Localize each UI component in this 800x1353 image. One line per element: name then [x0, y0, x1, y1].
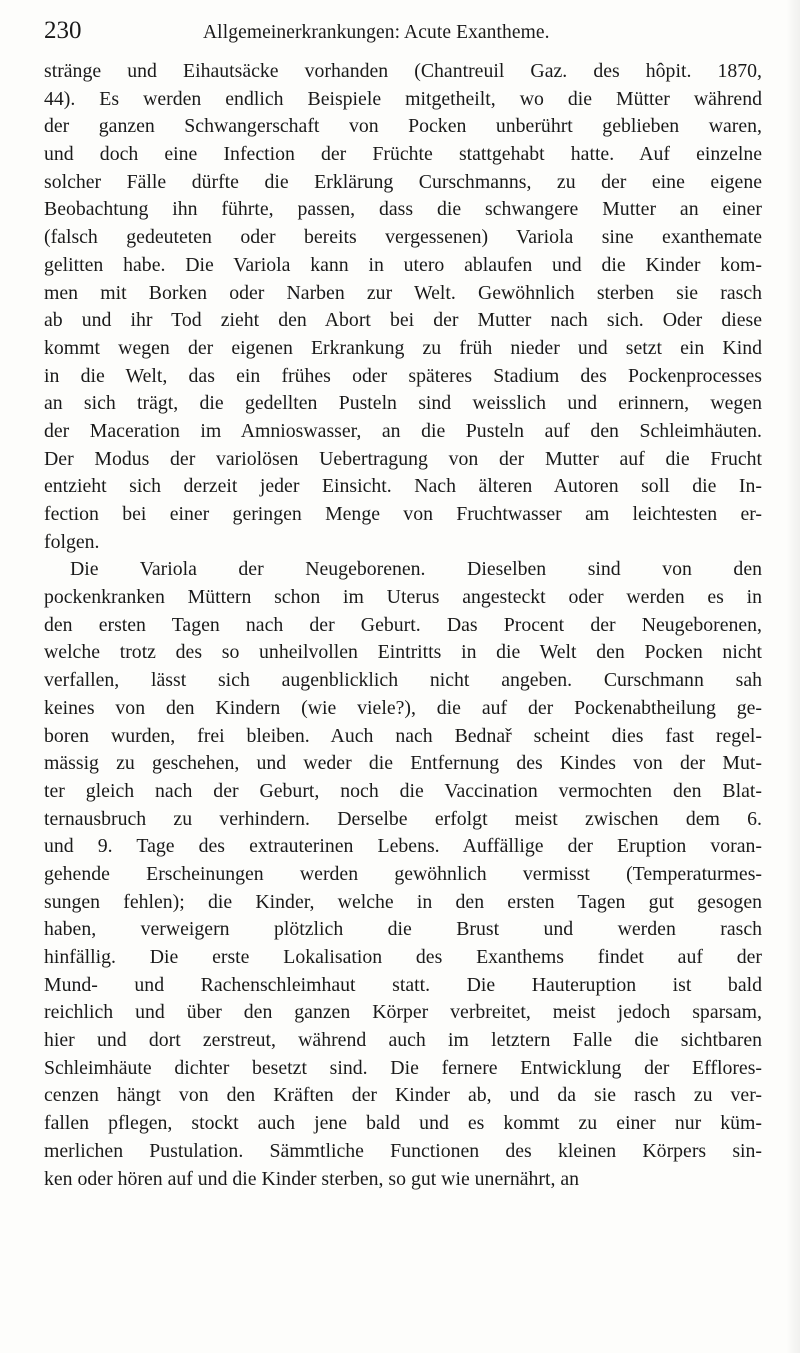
text-line: Die Variola der Neugeborenen. Dieselben sind von den: [70, 558, 762, 581]
text-line: 44). Es werden endlich Beispiele mitgetheilt, wo die Mütter während: [44, 87, 762, 110]
page-header: [44, 17, 764, 53]
text-line: den ersten Tagen nach der Geburt. Das Procent der Neugeborenen,: [44, 613, 762, 636]
text-line: mässig zu geschehen, und weder die Entfernung des Kindes von der Mut-: [44, 752, 762, 775]
body-text: [44, 58, 762, 1193]
text-line: kommt wegen der eigenen Erkrankung zu früh nieder und setzt ein Kind: [44, 336, 762, 359]
text-line: an sich trägt, die gedellten Pusteln sind weisslich und erinnern, wegen: [44, 392, 762, 415]
page-number: 230: [44, 17, 82, 44]
page-edge-shadow: [786, 0, 800, 1353]
text-line: Der Modus der variolösen Uebertragung von der Mutter auf die Frucht: [44, 447, 762, 470]
text-line: folgen.: [44, 530, 100, 553]
text-line: hinfällig. Die erste Lokalisation des Exanthems findet auf der: [44, 946, 762, 968]
text-line: welche trotz des so unheilvollen Eintritts in die Welt den Pocken nicht: [44, 641, 762, 664]
text-line: und doch eine Infection der Früchte stattgehabt hatte. Auf einzelne: [44, 143, 762, 166]
text-line: entzieht sich derzeit jeder Einsicht. Nach älteren Autoren soll die In-: [44, 475, 762, 498]
text-line: Mund- und Rachenschleimhaut statt. Die Hauteruption ist bald: [44, 973, 762, 996]
text-line: der Maceration im Amnioswasser, an die Pusteln auf den Schleimhäuten.: [44, 419, 762, 442]
text-line: men mit Borken oder Narben zur Welt. Gewöhnlich sterben sie rasch: [44, 281, 762, 304]
text-line: gehende Erscheinungen werden gewöhnlich vermisst (Temperaturmes-: [44, 862, 762, 885]
text-line: sungen fehlen); die Kinder, welche in den ersten Tagen gut gesogen: [44, 890, 762, 913]
running-head: Allgemeinerkrankungen: Acute Exantheme.: [203, 22, 550, 43]
text-line: (falsch gedeuteten oder bereits vergessenen) Variola sine exanthemate: [44, 226, 762, 249]
text-line: Beobachtung ihn führte, passen, dass die schwangere Mutter an einer: [44, 198, 762, 221]
text-line: in die Welt, das ein frühes oder späteres Stadium des Pockenprocesses: [44, 364, 762, 387]
text-line: solcher Fälle dürfte die Erklärung Curschmanns, zu der eine eigene: [44, 170, 762, 193]
text-line: reichlich und über den ganzen Körper verbreitet, meist jedoch sparsam,: [44, 1001, 762, 1024]
text-line: haben, verweigern plötzlich die Brust und werden rasch: [44, 918, 762, 941]
text-line: fection bei einer geringen Menge von Fruchtwasser am leichtesten er-: [44, 503, 762, 525]
text-line: der ganzen Schwangerschaft von Pocken unberührt geblieben waren,: [44, 115, 762, 138]
text-line: stränge und Eihautsäcke vorhanden (Chantreuil Gaz. des hôpit. 1870,: [44, 60, 762, 82]
text-line: cenzen hängt von den Kräften der Kinder ab, und da sie rasch zu ver-: [44, 1084, 762, 1107]
text-line: fallen pflegen, stockt auch jene bald und es kommt zu einer nur küm-: [44, 1112, 762, 1135]
text-line: ken oder hören auf und die Kinder sterben, so gut wie unernährt, an: [44, 1167, 580, 1190]
text-line: ter gleich nach der Geburt, noch die Vaccination vermochten den Blat-: [44, 779, 762, 802]
text-line: und 9. Tage des extrauterinen Lebens. Auffällige der Eruption voran-: [44, 835, 762, 858]
text-line: ternausbruch zu verhindern. Derselbe erfolgt meist zwischen dem 6.: [44, 807, 762, 830]
text-line: ab und ihr Tod zieht den Abort bei der Mutter nach sich. Oder diese: [44, 309, 762, 332]
text-line: boren wurden, frei bleiben. Auch nach Bednař scheint dies fast regel-: [44, 724, 762, 747]
text-line: verfallen, lässt sich augenblicklich nicht angeben. Curschmann sah: [44, 669, 762, 692]
text-line: merlichen Pustulation. Sämmtliche Functionen des kleinen Körpers sin-: [44, 1139, 762, 1162]
text-line: hier und dort zerstreut, während auch im letztern Falle die sichtbaren: [44, 1029, 762, 1052]
text-line: keines von den Kindern (wie viele?), die auf der Pockenabtheilung ge-: [44, 696, 762, 719]
text-line: gelitten habe. Die Variola kann in utero ablaufen und die Kinder kom-: [44, 253, 762, 276]
text-line: pockenkranken Müttern schon im Uterus angesteckt oder werden es in: [44, 586, 762, 609]
text-line: Schleimhäute dichter besetzt sind. Die fernere Entwicklung der Efflores-: [44, 1056, 762, 1079]
